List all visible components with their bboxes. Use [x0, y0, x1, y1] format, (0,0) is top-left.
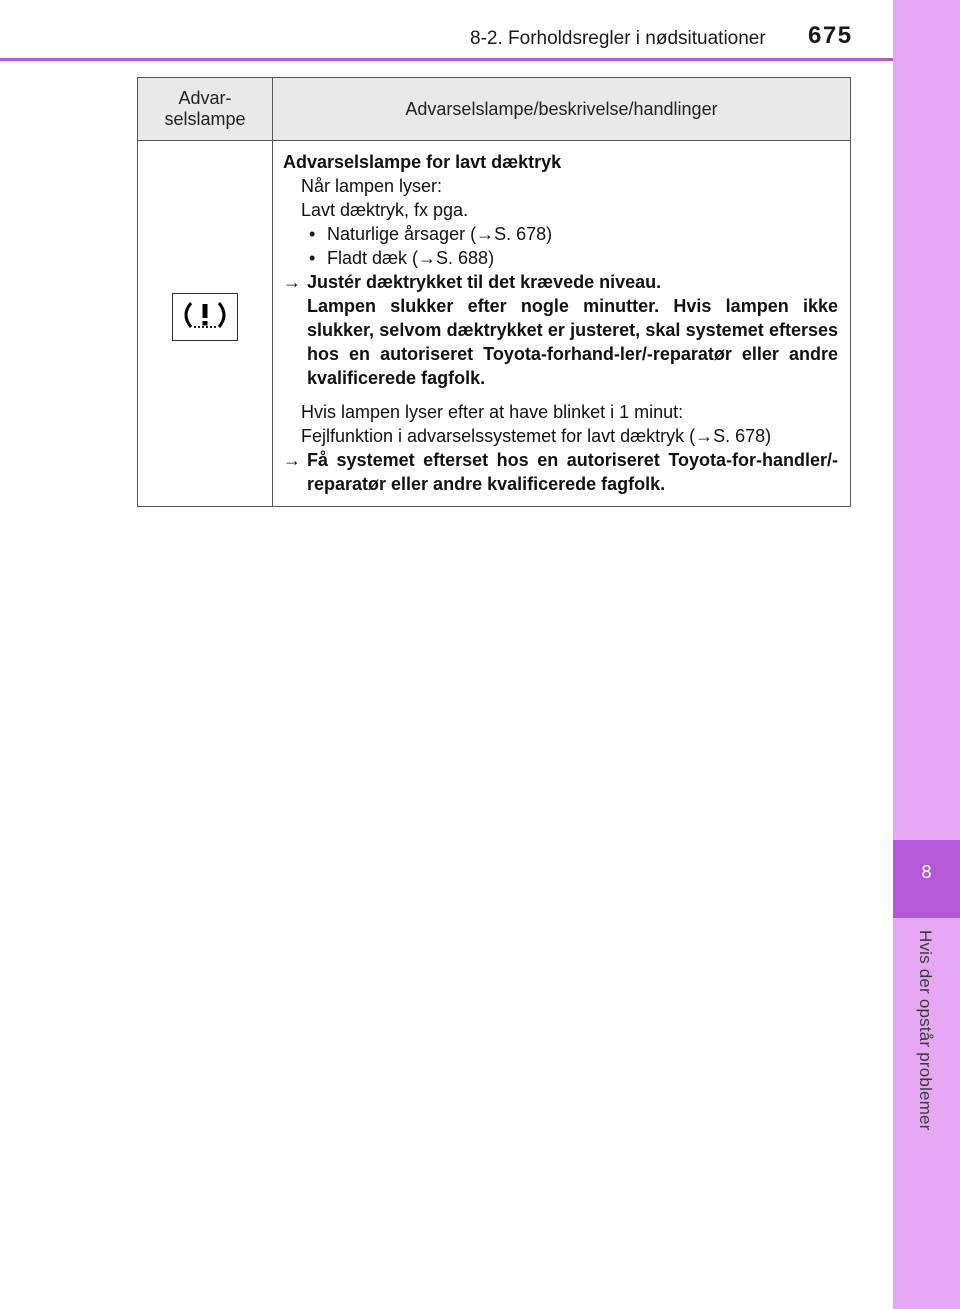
table-header-row — [138, 78, 851, 141]
section-title: 8-2. Forholdsregler i nødsituationer — [470, 28, 766, 49]
action-1: → Justér dæktrykket til det krævede niveau. — [283, 272, 662, 292]
header-rule — [0, 58, 893, 61]
header-lamp: Advar- selslampe — [138, 78, 273, 141]
case1-cause: Lavt dæktryk, fx pga. — [301, 200, 469, 220]
warning-lamp-table — [137, 77, 851, 507]
chapter-label: Hvis der opstår problemer — [916, 930, 935, 1131]
action-1-detail: Lampen slukker efter nogle minutter. Hvis lampen ikke slukker, selvom dæktrykket er justeret, skal systemet efterses hos en autoriseret Toyota-forhand-ler/-reparatør eller andre kvalificerede fagfolk. — [307, 296, 838, 388]
lamp-title: Advarselslampe for lavt dæktryk — [283, 152, 562, 172]
header-description: Advarselslampe/beskrivelse/handlinger — [273, 78, 851, 141]
tire-pressure-warning-icon — [172, 293, 238, 341]
case2-cause: Fejlfunktion i advarselssystemet for lavt dæktryk (→S. 678) — [301, 426, 772, 446]
bullet-item: • Fladt dæk (→S. 688) — [309, 248, 495, 268]
table-row — [138, 141, 851, 507]
chapter-number: 8 — [921, 862, 932, 882]
case2-when: Hvis lampen lyser efter at have blinket i 1 minut: — [301, 402, 684, 422]
action-2: → Få systemet efterset hos en autoriseret Toyota-for-handler/-reparatør eller andre kvalificerede fagfolk. — [283, 450, 838, 494]
lamp-cell — [138, 141, 273, 507]
bullet-item: • Naturlige årsager (→S. 678) — [309, 224, 553, 244]
case1-when: Når lampen lyser: — [301, 176, 443, 196]
description-cell — [273, 141, 851, 507]
page-number: 675 — [808, 22, 853, 49]
